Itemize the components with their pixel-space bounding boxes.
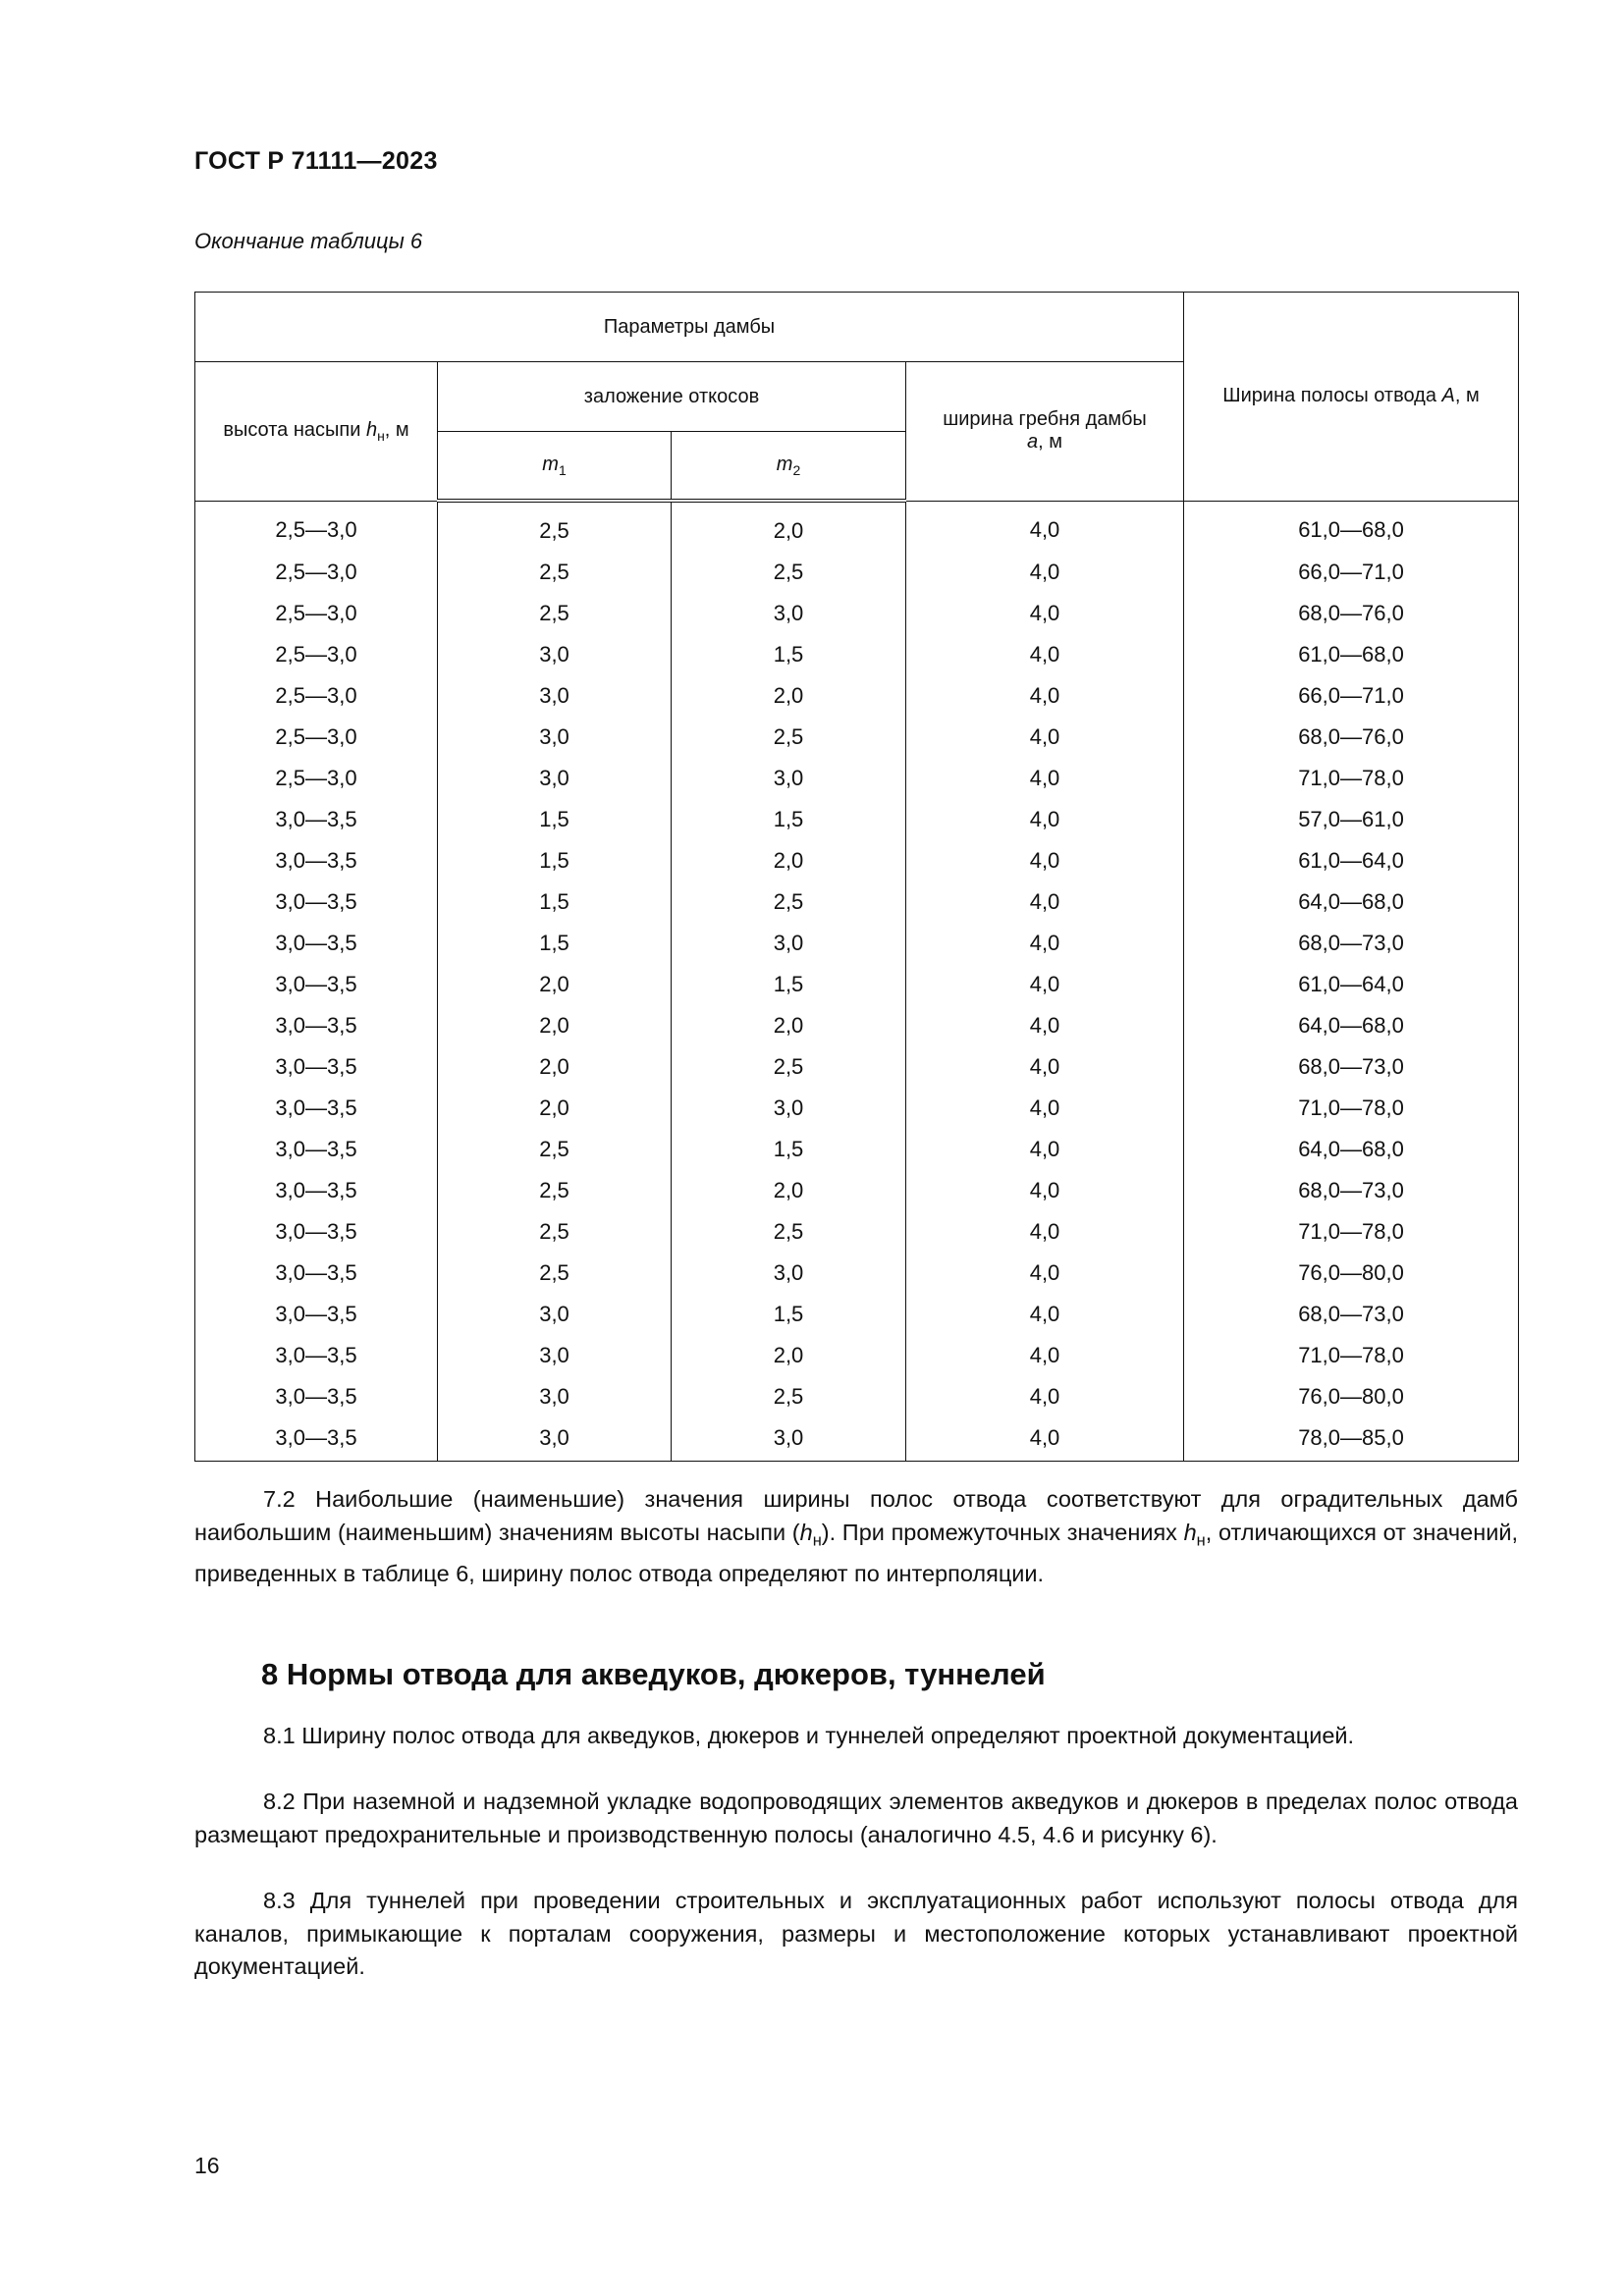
- paragraph-8-3: 8.3 Для туннелей при проведении строительных и эксплуатационных работ используют полосы отвода для каналов, примыкающие к порталам сооружения, размеры и местоположение которых устанавливают проектной документацией.: [194, 1888, 1518, 1979]
- table-cell: 2,5: [672, 717, 906, 758]
- header-m2: [672, 432, 906, 502]
- table-cell: 2,5: [672, 1376, 906, 1417]
- table-cell: 2,5—3,0: [195, 717, 438, 758]
- table-cell: 3,0: [438, 1417, 672, 1462]
- table-cell: 3,0—3,5: [195, 1335, 438, 1376]
- table-row: [195, 552, 1519, 593]
- table-cell: 4,0: [906, 964, 1184, 1005]
- table-cell: 68,0—73,0: [1184, 1046, 1519, 1088]
- header-width-label: Ширина полосы отвода: [1222, 385, 1442, 407]
- p72-sub-2: н: [1196, 1531, 1206, 1550]
- table-cell: 1,5: [438, 881, 672, 923]
- table-cell: 4,0: [906, 1376, 1184, 1417]
- table-cell: 3,0—3,5: [195, 1253, 438, 1294]
- table-row: [195, 1005, 1519, 1046]
- header-height-sub: н: [377, 427, 385, 444]
- table-cell: 76,0—80,0: [1184, 1376, 1519, 1417]
- header-crest-unit: , м: [1038, 431, 1062, 454]
- table-cell: 2,5—3,0: [195, 593, 438, 634]
- table-cell: 66,0—71,0: [1184, 552, 1519, 593]
- header-slope-ratio: заложение откосов: [438, 362, 906, 432]
- p72-text-2: ). При промежуточных значениях: [821, 1519, 1184, 1545]
- table-cell: 71,0—78,0: [1184, 1335, 1519, 1376]
- table-cell: 78,0—85,0: [1184, 1417, 1519, 1462]
- table-cell: 3,0—3,5: [195, 1294, 438, 1335]
- table-cell: 61,0—68,0: [1184, 634, 1519, 675]
- table-row: [195, 1376, 1519, 1417]
- table-cell: 3,0—3,5: [195, 1129, 438, 1170]
- p72-sub-1: н: [812, 1531, 822, 1550]
- p72-var-2: h: [1183, 1519, 1197, 1545]
- table-cell: 4,0: [906, 799, 1184, 840]
- table-cell: 2,0: [672, 840, 906, 881]
- table-row: [195, 881, 1519, 923]
- table-cell: 3,0: [672, 758, 906, 799]
- table-cell: 71,0—78,0: [1184, 1211, 1519, 1253]
- table-cell: 3,0—3,5: [195, 1417, 438, 1462]
- table-cell: 2,5—3,0: [195, 634, 438, 675]
- table-cell: 2,0: [438, 1088, 672, 1129]
- table-cell: 3,0: [438, 1335, 672, 1376]
- table-cell: 3,0: [672, 593, 906, 634]
- table-cell: 4,0: [906, 881, 1184, 923]
- table-cell: 3,0: [672, 923, 906, 964]
- table-row: [195, 758, 1519, 799]
- table-cell: 4,0: [906, 593, 1184, 634]
- table-row: [195, 675, 1519, 717]
- table-cell: 4,0: [906, 717, 1184, 758]
- table-6: [194, 292, 1519, 1462]
- table-cell: 2,5: [438, 1129, 672, 1170]
- table-cell: 1,5: [438, 923, 672, 964]
- table-cell: 3,0: [672, 1253, 906, 1294]
- table-row: [195, 1253, 1519, 1294]
- table-cell: 1,5: [438, 840, 672, 881]
- table-row: [195, 799, 1519, 840]
- p72-var-1: h: [799, 1519, 813, 1545]
- paragraph-7-2: [194, 1483, 1518, 1590]
- table-cell: 4,0: [906, 1253, 1184, 1294]
- table-row: [195, 1129, 1519, 1170]
- table-cell: 4,0: [906, 923, 1184, 964]
- header-m1: [438, 432, 672, 502]
- table-cell: 66,0—71,0: [1184, 675, 1519, 717]
- header-width-var: A: [1441, 385, 1455, 407]
- header-height-unit: , м: [384, 418, 409, 441]
- table-cell: 57,0—61,0: [1184, 799, 1519, 840]
- table-row: [195, 1046, 1519, 1088]
- table-cell: 2,0: [672, 1005, 906, 1046]
- table-cell: 2,5: [438, 552, 672, 593]
- table-cell: 2,5: [438, 1170, 672, 1211]
- paragraph-8-2: 8.2 При наземной и надземной укладке водопроводящих элементов акведуков и дюкеров в пределах полос отвода размещают предохранительные и производственную полосы (аналогично 4.5, 4.6 и рисунку 6).: [194, 1789, 1518, 1847]
- table-cell: 71,0—78,0: [1184, 1088, 1519, 1129]
- table-cell: 1,5: [672, 799, 906, 840]
- table-cell: 2,5: [672, 1211, 906, 1253]
- table-cell: 64,0—68,0: [1184, 881, 1519, 923]
- table-row: [195, 1335, 1519, 1376]
- table-cell: 3,0—3,5: [195, 1005, 438, 1046]
- table-cell: 2,5: [672, 881, 906, 923]
- table-cell: 71,0—78,0: [1184, 758, 1519, 799]
- header-right-of-way-width: [1184, 293, 1519, 502]
- table-row: [195, 964, 1519, 1005]
- paragraph-8-1: 8.1 Ширину полос отвода для акведуков, дюкеров и туннелей определяют проектной документацией.: [263, 1723, 1355, 1748]
- table-cell: 4,0: [906, 501, 1184, 552]
- table-cell: 4,0: [906, 675, 1184, 717]
- table-cell: 2,5: [672, 1046, 906, 1088]
- section-8-heading: 8 Нормы отвода для акведуков, дюкеров, туннелей: [261, 1657, 1046, 1691]
- table-cell: 1,5: [438, 799, 672, 840]
- table-cell: 2,0: [672, 1170, 906, 1211]
- document-code: ГОСТ Р 71111—2023: [194, 147, 438, 175]
- table-cell: 2,0: [438, 1046, 672, 1088]
- table-cell: 3,0: [438, 717, 672, 758]
- table-row: [195, 634, 1519, 675]
- table-cell: 4,0: [906, 1335, 1184, 1376]
- table-cell: 3,0—3,5: [195, 1046, 438, 1088]
- table-cell: 4,0: [906, 552, 1184, 593]
- table-cell: 1,5: [672, 964, 906, 1005]
- table-cell: 4,0: [906, 1170, 1184, 1211]
- table-cell: 2,0: [438, 964, 672, 1005]
- header-embankment-height: [195, 362, 438, 502]
- p72-text-3: , отличающихся от значений, приведенных в таблице 6, ширину полос отвода определяют по интерполяции.: [194, 1519, 1518, 1586]
- table-row: [195, 593, 1519, 634]
- table-cell: 3,0: [672, 1088, 906, 1129]
- table-row: [195, 1294, 1519, 1335]
- header-crest-label: ширина гребня дамбы: [943, 408, 1147, 431]
- header-dam-parameters: Параметры дамбы: [195, 293, 1184, 362]
- table-cell: 2,0: [672, 1335, 906, 1376]
- table-cell: 2,5—3,0: [195, 501, 438, 552]
- table-cell: 61,0—64,0: [1184, 964, 1519, 1005]
- header-m1-var: m: [542, 453, 559, 475]
- table-cell: 2,0: [672, 501, 906, 552]
- table-cell: 3,0—3,5: [195, 799, 438, 840]
- table-cell: 1,5: [672, 634, 906, 675]
- table-caption: Окончание таблицы 6: [194, 229, 423, 253]
- table-cell: 2,5—3,0: [195, 675, 438, 717]
- table-cell: 1,5: [672, 1129, 906, 1170]
- table-cell: 3,0—3,5: [195, 923, 438, 964]
- table-cell: 4,0: [906, 1046, 1184, 1088]
- table-cell: 4,0: [906, 1211, 1184, 1253]
- table-row: [195, 923, 1519, 964]
- table-cell: 4,0: [906, 1417, 1184, 1462]
- table-cell: 2,5: [438, 1211, 672, 1253]
- table-cell: 2,5—3,0: [195, 552, 438, 593]
- table-cell: 2,5: [672, 552, 906, 593]
- table-cell: 3,0—3,5: [195, 964, 438, 1005]
- table-cell: 4,0: [906, 840, 1184, 881]
- table-cell: 2,0: [672, 675, 906, 717]
- p72-text-1: 7.2 Наибольшие (наименьшие) значения ширины полос отвода соответствуют для оградительных дамб наибольшим (наименьшим) значениям высоты насыпи (: [194, 1486, 1518, 1545]
- table-row: [195, 1417, 1519, 1462]
- table-cell: 68,0—73,0: [1184, 1294, 1519, 1335]
- table-cell: 4,0: [906, 1088, 1184, 1129]
- table-cell: 68,0—73,0: [1184, 923, 1519, 964]
- table-cell: 68,0—76,0: [1184, 593, 1519, 634]
- table-cell: 3,0—3,5: [195, 1170, 438, 1211]
- table-body: [195, 501, 1519, 1462]
- header-height-label: высота насыпи: [223, 418, 366, 441]
- table-cell: 2,5: [438, 1253, 672, 1294]
- table-cell: 2,5—3,0: [195, 758, 438, 799]
- table-cell: 68,0—76,0: [1184, 717, 1519, 758]
- table-cell: 4,0: [906, 1005, 1184, 1046]
- table-row: [195, 1170, 1519, 1211]
- header-crest-width: [906, 362, 1184, 502]
- table-cell: 68,0—73,0: [1184, 1170, 1519, 1211]
- table-cell: 2,5: [438, 593, 672, 634]
- table-cell: 4,0: [906, 1294, 1184, 1335]
- table-cell: 4,0: [906, 1129, 1184, 1170]
- header-height-var: h: [365, 418, 378, 441]
- table-row: [195, 717, 1519, 758]
- table-cell: 2,0: [438, 1005, 672, 1046]
- table-row: [195, 840, 1519, 881]
- header-m2-sub: 2: [792, 461, 801, 478]
- table-cell: 3,0: [438, 634, 672, 675]
- table-cell: 1,5: [672, 1294, 906, 1335]
- table-cell: 3,0: [438, 675, 672, 717]
- table-row: [195, 501, 1519, 552]
- header-m2-var: m: [776, 453, 793, 475]
- table-cell: 61,0—68,0: [1184, 501, 1519, 552]
- table-cell: 64,0—68,0: [1184, 1005, 1519, 1046]
- table-cell: 76,0—80,0: [1184, 1253, 1519, 1294]
- table-cell: 64,0—68,0: [1184, 1129, 1519, 1170]
- table-cell: 3,0: [672, 1417, 906, 1462]
- table-cell: 3,0: [438, 1294, 672, 1335]
- table-cell: 3,0—3,5: [195, 881, 438, 923]
- table-cell: 3,0: [438, 1376, 672, 1417]
- table-cell: 3,0—3,5: [195, 1376, 438, 1417]
- header-m1-sub: 1: [558, 461, 567, 478]
- table-cell: 3,0—3,5: [195, 840, 438, 881]
- table-cell: 4,0: [906, 634, 1184, 675]
- table-cell: 2,5: [438, 501, 672, 552]
- table-row: [195, 1088, 1519, 1129]
- table-cell: 3,0—3,5: [195, 1211, 438, 1253]
- table-cell: 3,0—3,5: [195, 1088, 438, 1129]
- table-cell: 3,0: [438, 758, 672, 799]
- page-number: 16: [194, 2153, 220, 2178]
- table-row: [195, 1211, 1519, 1253]
- header-crest-var: a: [1027, 431, 1039, 454]
- table-cell: 4,0: [906, 758, 1184, 799]
- table-cell: 61,0—64,0: [1184, 840, 1519, 881]
- header-width-unit: , м: [1454, 385, 1480, 407]
